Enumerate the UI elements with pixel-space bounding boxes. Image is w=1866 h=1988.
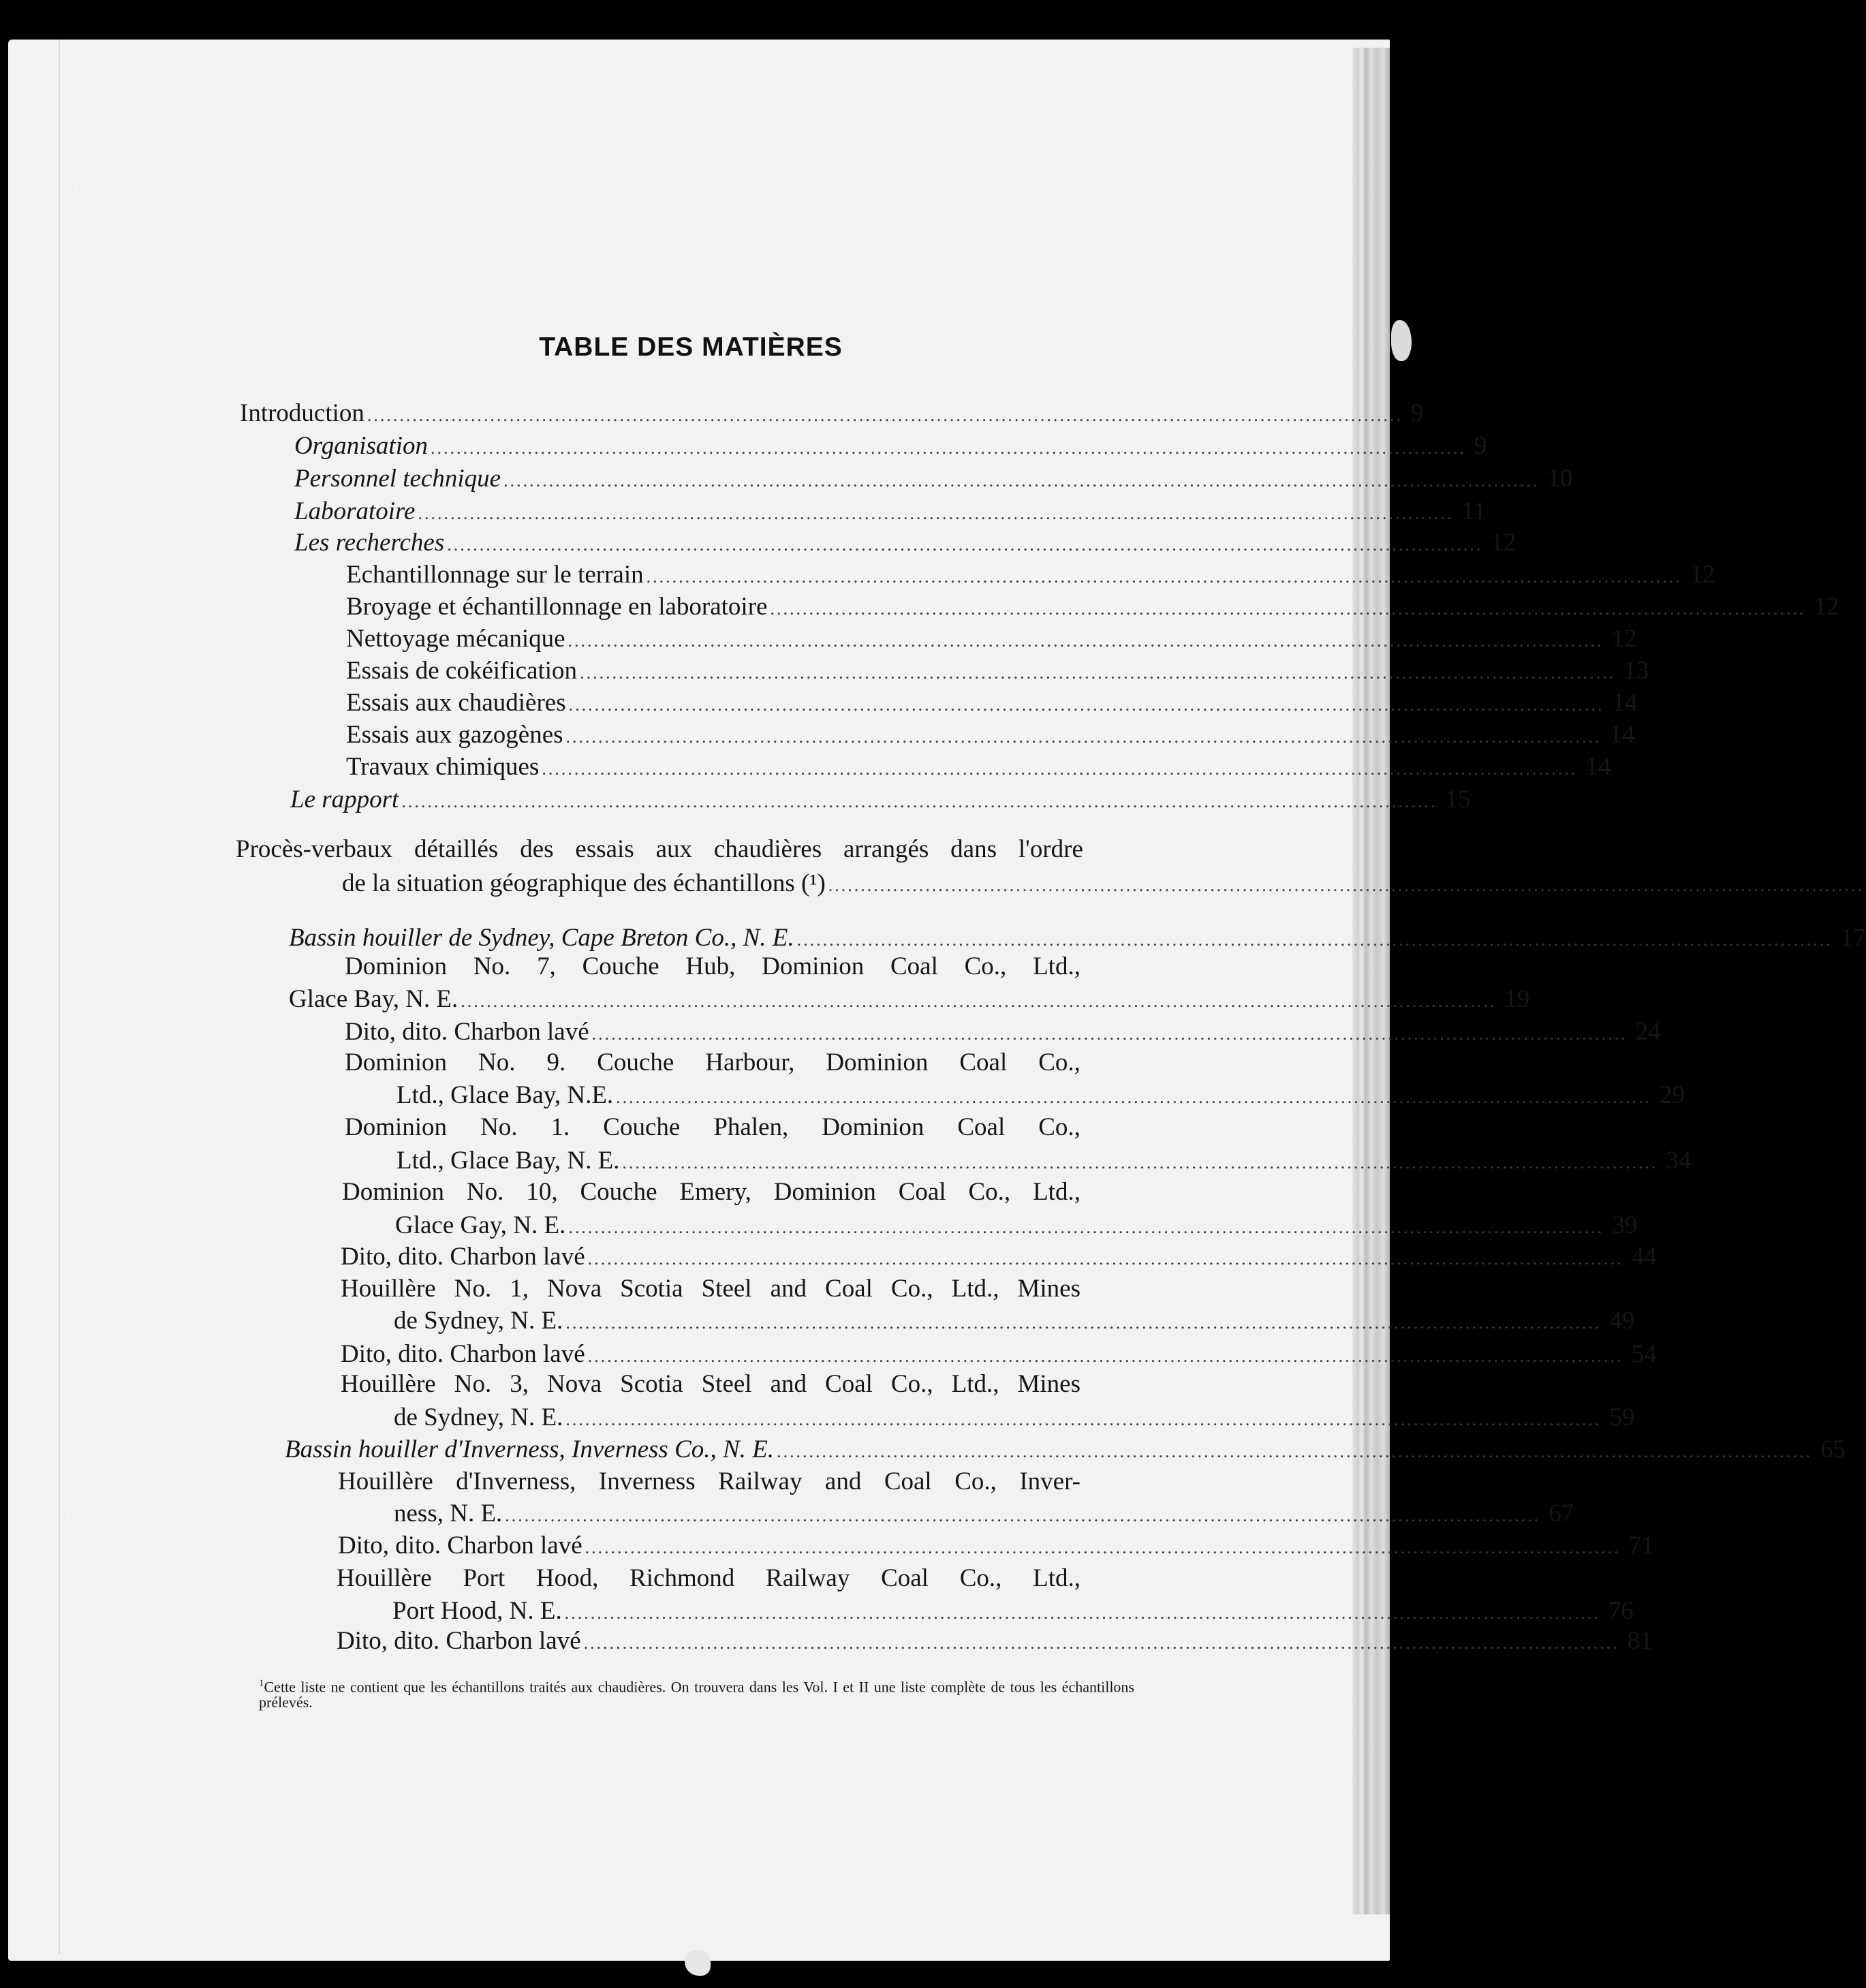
word: Co.,	[954, 1467, 997, 1495]
toc-entry-page: 17	[1840, 924, 1866, 952]
toc-entry-page: 12	[1611, 625, 1637, 653]
toc-entry[interactable]	[345, 1018, 1661, 1046]
toc-entry[interactable]	[240, 399, 1424, 427]
toc-entry-label: Ltd., Glace Bay, N. E.	[396, 1147, 620, 1175]
paper-tear	[1391, 320, 1412, 361]
dot-leader: ................................................................................................................................................................	[418, 503, 1454, 523]
toc-entry-page: 39	[1612, 1211, 1638, 1239]
toc-entry[interactable]	[392, 1597, 1634, 1625]
word: Railway	[718, 1467, 803, 1495]
word: des	[520, 835, 554, 863]
word: Coal	[959, 1049, 1008, 1076]
toc-entry-page: 34	[1666, 1147, 1692, 1175]
toc-entry-label: Organisation	[294, 432, 428, 460]
toc-entry-label: Essais aux chaudières	[346, 689, 566, 717]
toc-entry-page: 54	[1631, 1340, 1657, 1368]
word: Dominion	[342, 1178, 445, 1206]
word: Inver-	[1019, 1467, 1080, 1495]
word: Procès-verbaux	[236, 835, 393, 863]
dot-leader: ................................................................................................................................................................	[587, 1249, 1623, 1269]
word: No.	[454, 1275, 492, 1303]
toc-entry[interactable]	[338, 1532, 1654, 1559]
toc-entry-page: 9	[1410, 399, 1424, 427]
dot-leader: ................................................................................................................................................................	[796, 930, 1833, 950]
toc-entry-label: Dito, dito. Charbon lavé	[337, 1627, 581, 1655]
word: 10,	[526, 1178, 558, 1206]
toc-entry[interactable]	[341, 1243, 1657, 1271]
toc-entry-label: de Sydney, N. E.	[394, 1403, 563, 1431]
toc-entry-page: 15	[1445, 786, 1471, 813]
dot-leader: ................................................................................................................................................................	[585, 1538, 1621, 1557]
toc-entry[interactable]	[395, 1211, 1638, 1239]
toc-entry[interactable]	[346, 625, 1637, 653]
toc-entry-label: Nettoyage mécanique	[346, 625, 565, 653]
dot-leader: ................................................................................................................................................................	[583, 1633, 1619, 1653]
word: arrangés	[843, 835, 929, 863]
toc-entry-label: Glace Bay, N. E.	[289, 985, 458, 1013]
toc-entry[interactable]	[294, 497, 1487, 525]
toc-entry-label: Dito, dito. Charbon lavé	[341, 1243, 585, 1271]
toc-entry-label: Essais de cokéification	[346, 657, 578, 685]
dot-leader: ................................................................................................................................................................	[567, 631, 1604, 651]
word: Houillère	[337, 1564, 432, 1592]
word: essais	[575, 835, 634, 863]
dot-leader: ................................................................................................................................................................	[777, 1442, 1813, 1461]
toc-entry[interactable]	[341, 1340, 1657, 1368]
word: Phalen,	[713, 1113, 789, 1141]
word: 7,	[537, 952, 556, 980]
toc-entry-page: 12	[1690, 561, 1715, 589]
footnote-marker: 1	[259, 1678, 264, 1689]
toc-entry[interactable]	[346, 593, 1839, 621]
dot-leader: ................................................................................................................................................................	[542, 759, 1578, 779]
word: Ltd.,	[1033, 1564, 1080, 1592]
toc-entry-label: Personnel technique	[294, 465, 501, 493]
toc-entry[interactable]	[294, 529, 1517, 557]
word: Dominion	[762, 952, 865, 980]
toc-entry-label: Introduction	[240, 399, 364, 427]
toc-entry-page: 9	[1474, 432, 1487, 460]
toc-entry-page: 12	[1814, 593, 1839, 621]
word: l'ordre	[1018, 835, 1083, 863]
dot-leader: ................................................................................................................................................................	[591, 1024, 1628, 1044]
word: Ltd.,	[1033, 952, 1080, 980]
toc-entry[interactable]	[346, 657, 1649, 685]
word: Ltd.,	[1033, 1178, 1080, 1206]
word: Dominion	[345, 952, 448, 980]
dot-leader: ................................................................................................................................................................	[430, 438, 1466, 458]
toc-entry-page: 24	[1635, 1018, 1661, 1046]
toc-entry-label: Port Hood, N. E.	[392, 1597, 562, 1625]
dot-leader: ................................................................................................................................................................	[461, 991, 1497, 1011]
word: and	[824, 1467, 862, 1495]
word: détaillés	[414, 835, 499, 863]
word: Co.,	[968, 1178, 1011, 1206]
word: and	[770, 1370, 807, 1398]
toc-entry-page: 14	[1609, 721, 1635, 749]
word: 3,	[510, 1370, 529, 1398]
toc-entry-page: 14	[1612, 689, 1638, 717]
scan-blot	[685, 1950, 711, 1976]
word: Coal	[881, 1564, 929, 1592]
toc-entry-page: 19	[1504, 985, 1530, 1013]
toc-entry-label: Laboratoire	[294, 497, 416, 525]
dot-leader: ................................................................................................................................................................	[622, 1153, 1658, 1172]
toc-entry-page: 76	[1608, 1597, 1634, 1625]
word: Dominion	[822, 1113, 924, 1141]
toc-entry[interactable]	[346, 561, 1715, 589]
word: No.	[454, 1370, 492, 1398]
word: dans	[950, 835, 997, 863]
dot-leader: ................................................................................................................................................................	[828, 875, 1864, 895]
word: 9.	[546, 1049, 566, 1076]
word: No.	[478, 1049, 516, 1076]
word: Co.,	[890, 1370, 933, 1398]
toc-entry-label: Bassin houiller d'Inverness, Inverness Co., N. E.	[285, 1435, 775, 1463]
toc-entry-line	[345, 1050, 1080, 1075]
toc-entry-label: Echantillonnage sur le terrain	[346, 561, 644, 589]
toc-entry-page: 49	[1609, 1307, 1635, 1335]
page-title: TABLE DES MATIÈRES	[539, 332, 843, 362]
toc-entry[interactable]	[394, 1500, 1574, 1527]
word: Ltd.,	[951, 1275, 999, 1303]
toc-entry[interactable]	[342, 869, 1864, 897]
word: Couche	[582, 952, 659, 980]
toc-entry-page: 11	[1461, 497, 1487, 525]
dot-leader: ................................................................................................................................................................	[580, 663, 1616, 683]
word: Dominion	[345, 1049, 448, 1076]
word: Port	[463, 1564, 506, 1592]
word: Railway	[766, 1564, 850, 1592]
word: Scotia	[620, 1370, 683, 1398]
word: Coal	[898, 1178, 946, 1206]
toc-entry-label: Dito, dito. Charbon lavé	[345, 1018, 589, 1046]
word: Co.,	[959, 1564, 1002, 1592]
dot-leader: ................................................................................................................................................................	[646, 567, 1682, 587]
toc-entry-page: 65	[1820, 1435, 1846, 1463]
word: Coal	[825, 1370, 873, 1398]
toc-entry[interactable]	[396, 1147, 1692, 1175]
toc-entry[interactable]	[346, 689, 1638, 717]
word: Co.,	[890, 1275, 933, 1303]
word: Coal	[890, 952, 938, 980]
toc-entry-page: 13	[1623, 657, 1649, 685]
toc-entry-page: 67	[1549, 1500, 1574, 1527]
word: Coal	[825, 1275, 873, 1303]
word: Houillère	[338, 1467, 433, 1495]
toc-entry[interactable]	[346, 753, 1611, 781]
toc-entry-label: de Sydney, N. E.	[394, 1307, 563, 1335]
toc-entry-page: 29	[1660, 1081, 1685, 1109]
word: Mines	[1017, 1275, 1080, 1303]
toc-entry-page: 71	[1628, 1532, 1654, 1559]
dot-leader: ................................................................................................................................................................	[447, 535, 1483, 555]
word: Dominion	[345, 1113, 448, 1141]
word: Hub,	[685, 952, 736, 980]
word: Houillère	[341, 1370, 436, 1398]
word: Couche	[597, 1049, 674, 1076]
word: Couche	[603, 1113, 681, 1141]
toc-entry-line	[345, 1115, 1080, 1140]
dot-leader: ................................................................................................................................................................	[401, 792, 1437, 811]
toc-entry-label: Dito, dito. Charbon lavé	[341, 1340, 585, 1368]
word: Steel	[701, 1370, 752, 1398]
toc-section-heading	[236, 837, 1083, 862]
toc-entry[interactable]	[285, 1435, 1846, 1463]
toc-entry-line	[337, 1566, 1080, 1591]
word: Nova	[546, 1275, 602, 1303]
toc-entry-page: 59	[1609, 1403, 1635, 1431]
toc-entry-page: 10	[1547, 465, 1573, 493]
word: No.	[473, 952, 511, 980]
toc-entry[interactable]	[346, 721, 1635, 749]
toc-entry-line	[345, 954, 1080, 979]
dot-leader: ................................................................................................................................................................	[503, 471, 1540, 491]
dot-leader: ................................................................................................................................................................	[367, 405, 1403, 425]
dot-leader: ................................................................................................................................................................	[565, 727, 1602, 747]
toc-entry-label: Broyage et échantillonnage en laboratoire	[346, 593, 768, 621]
word: 1.	[550, 1113, 570, 1141]
dot-leader: ................................................................................................................................................................	[587, 1346, 1623, 1366]
word: Coal	[884, 1467, 932, 1495]
word: Ltd.,	[951, 1370, 999, 1398]
toc-entry-page: 44	[1631, 1243, 1657, 1271]
word: Co.,	[1038, 1049, 1080, 1076]
toc-entry[interactable]	[290, 786, 1471, 813]
footnote-text: Cette liste ne contient que les échantillons traités aux chaudières. On trouvera dans les Vol. I et II une liste complète de tous les échantillons prélevés.	[259, 1678, 1134, 1711]
word: No.	[466, 1178, 504, 1206]
toc-entry[interactable]	[289, 985, 1530, 1013]
dot-leader: ................................................................................................................................................................	[564, 1603, 1600, 1623]
word: Dominion	[773, 1178, 876, 1206]
dot-leader: ................................................................................................................................................................	[565, 1313, 1602, 1333]
toc-entry-line	[338, 1469, 1080, 1494]
toc-entry-label: Dito, dito. Charbon lavé	[338, 1532, 582, 1559]
word: 1,	[510, 1275, 529, 1303]
word: Co.,	[1038, 1113, 1080, 1141]
dot-leader: ................................................................................................................................................................	[616, 1087, 1652, 1107]
word: No.	[480, 1113, 518, 1141]
toc-entry-page: 12	[1491, 529, 1517, 557]
toc-entry-label: Les recherches	[294, 529, 445, 557]
toc-entry[interactable]	[394, 1307, 1635, 1335]
toc-entry[interactable]	[337, 1627, 1653, 1655]
toc-entry-label: Essais aux gazogènes	[346, 721, 563, 749]
toc-entry-label: ness, N. E.	[394, 1500, 503, 1527]
word: and	[770, 1275, 807, 1303]
toc-entry[interactable]	[289, 924, 1866, 952]
word: Dominion	[826, 1049, 929, 1076]
word: d'Inverness,	[456, 1467, 576, 1495]
toc-entry-label: Bassin houiller de Sydney, Cape Breton Co., N. E.	[289, 924, 794, 952]
toc-entry-line	[342, 1179, 1080, 1205]
word: Coal	[957, 1113, 1006, 1141]
toc-entry-page: 14	[1585, 753, 1611, 781]
dot-leader: ................................................................................................................................................................	[565, 1410, 1602, 1429]
word: Couche	[580, 1178, 657, 1206]
word: Richmond	[629, 1564, 735, 1592]
dot-leader: ................................................................................................................................................................	[568, 695, 1604, 715]
word: Emery,	[679, 1178, 751, 1206]
word: Harbour,	[705, 1049, 795, 1076]
toc-entry[interactable]	[394, 1403, 1635, 1431]
word: Mines	[1017, 1370, 1080, 1398]
toc-entry-page: 81	[1627, 1627, 1653, 1655]
dot-leader: ................................................................................................................................................................	[505, 1506, 1541, 1525]
word: aux	[655, 835, 693, 863]
word: Nova	[546, 1370, 602, 1398]
dot-leader: ................................................................................................................................................................	[568, 1217, 1604, 1237]
toc-entry-line	[341, 1276, 1080, 1301]
toc-entry-label: Le rapport	[290, 786, 399, 813]
toc-entry-label: de la situation géographique des échantillons (¹)	[342, 869, 826, 897]
toc-entry-label: Ltd., Glace Bay, N.E.	[396, 1081, 614, 1109]
word: chaudières	[713, 835, 822, 863]
word: Inverness	[598, 1467, 696, 1495]
toc-entry-label: Glace Gay, N. E.	[395, 1211, 566, 1239]
word: Houillère	[341, 1275, 436, 1303]
toc-entry-label: Travaux chimiques	[346, 753, 540, 781]
toc-entry[interactable]	[396, 1081, 1685, 1109]
word: Scotia	[620, 1275, 683, 1303]
footnote	[259, 1679, 1134, 1711]
word: Steel	[701, 1275, 752, 1303]
word: Hood,	[535, 1564, 599, 1592]
toc-entry-line	[341, 1371, 1080, 1397]
dot-leader: ................................................................................................................................................................	[770, 599, 1806, 619]
word: Co.,	[964, 952, 1007, 980]
toc-entry[interactable]	[294, 465, 1573, 493]
toc-entry[interactable]	[294, 432, 1487, 460]
